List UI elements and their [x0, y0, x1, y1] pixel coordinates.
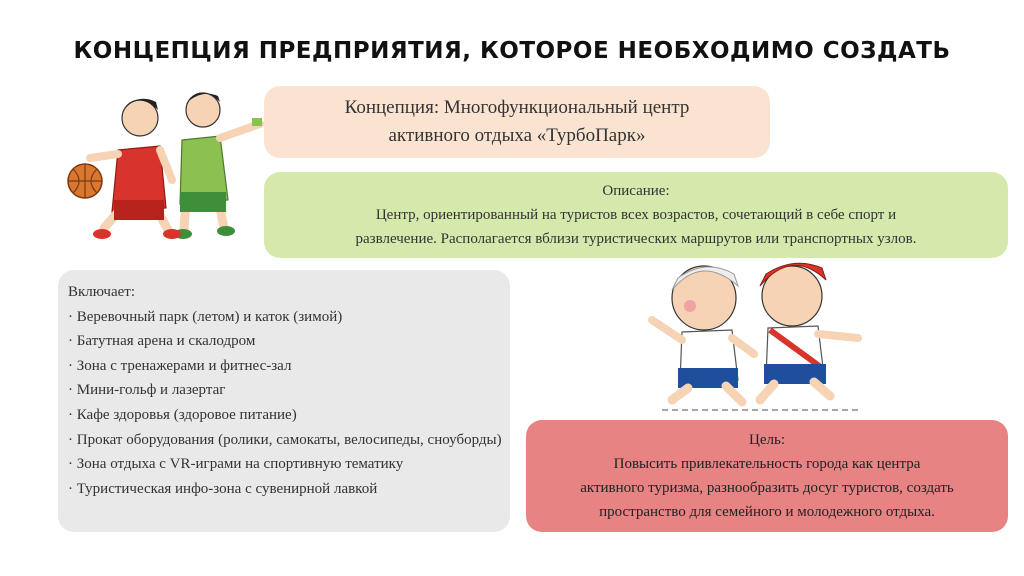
concept-line-2: активного отдыха «ТурбоПарк»: [388, 125, 646, 146]
description-box: [264, 172, 1008, 258]
list-item: · Веревочный парк (летом) и каток (зимой): [68, 305, 502, 330]
goal-heading: Цель:: [749, 432, 785, 448]
list-item: · Мини-гольф и лазертаг: [68, 378, 502, 403]
list-item: · Зона отдыха с VR-играми на спортивную тематику: [68, 452, 502, 477]
running-kids-illustration: [622, 250, 872, 415]
description-line-1: Центр, ориентированный на туристов всех возрастов, сочетающий в себе спорт и: [375, 207, 897, 223]
includes-heading: Включает:: [68, 284, 135, 300]
concept-line-1: Концепция: Многофункциональный центр: [344, 97, 690, 118]
list-item: · Прокат оборудования (ролики, самокаты, велосипеды, сноуборды): [68, 428, 502, 453]
concept-box: [264, 86, 770, 158]
list-item: · Батутная арена и скалодром: [68, 329, 502, 354]
list-item: · Туристическая инфо-зона с сувенирной лавкой: [68, 477, 502, 502]
page-title: КОНЦЕПЦИЯ ПРЕДПРИЯТИЯ, КОТОРОЕ НЕОБХОДИМО СОЗДАТЬ: [73, 38, 951, 64]
goal-line-2: активного туризма, разнообразить досуг туристов, создать: [580, 480, 954, 496]
includes-box: [58, 270, 510, 532]
goal-box: [526, 420, 1008, 532]
goal-line-3: пространство для семейного и молодежного отдыха.: [599, 504, 935, 520]
description-heading: Описание:: [602, 183, 670, 199]
list-item: · Зона с тренажерами и фитнес-зал: [68, 354, 502, 379]
basketball-players-illustration: [60, 88, 270, 253]
includes-list: [68, 305, 502, 502]
description-line-2: развлечение. Располагается вблизи туристических маршрутов или транспортных узлов.: [355, 231, 917, 247]
list-item: · Кафе здоровья (здоровое питание): [68, 403, 502, 428]
goal-line-1: Повысить привлекательность города как центра: [613, 456, 921, 472]
